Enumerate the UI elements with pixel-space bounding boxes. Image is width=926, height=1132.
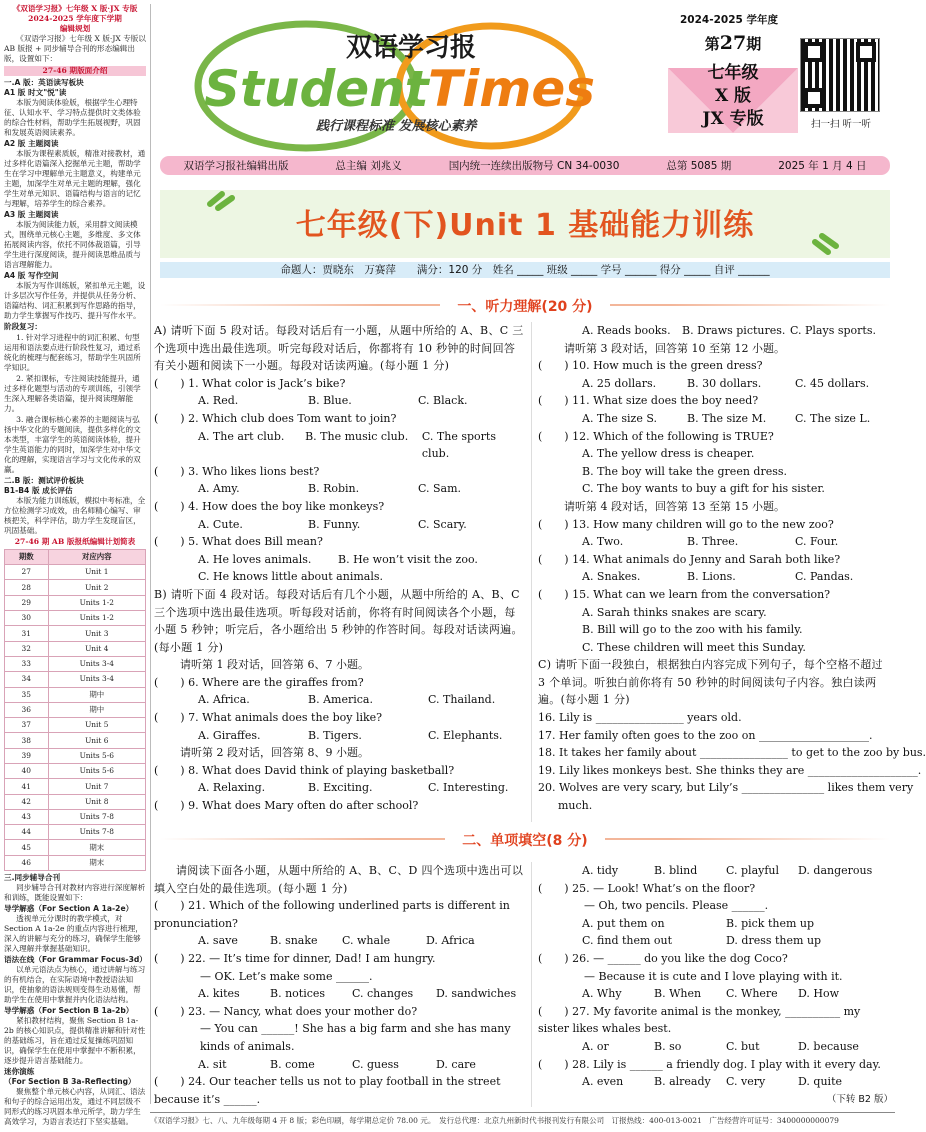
guide3-heading: 导学解惑（For Section B 1a-2b） [4,1006,134,1016]
single-choice-right-column [538,862,893,1108]
question-15-option-c [538,639,893,657]
option[interactable]: A. save [198,934,238,948]
plan-title: 编辑规划 [59,24,91,34]
option[interactable]: A. Giraffes. [198,728,261,742]
a2-text: 本版为课程素质版，精准对接教材，通过多样化语篇深入挖掘单元主题，帮助学生在学习中理解单元主题意义，构建单元主题，加深学生对单元主题的理解，强化学生对单元知识、语篇结构与语言的记忆与理解，培养学生的综合素养。 [4,149,146,209]
logo-svg [196,18,596,148]
qr-finder [856,42,876,62]
schedule-table [4,549,146,871]
table-row [5,611,146,626]
option[interactable]: B. Lions. [687,570,736,584]
cn-number: 国内统一连续出版物号 CN 34-0030 [448,160,620,172]
fill-17[interactable]: 17. Her family often goes to the zoo on ____________________. [538,728,873,742]
question-13-options [538,533,893,551]
option[interactable]: B. snake [270,934,318,948]
masthead-logo [196,18,596,148]
stage-text-1: 1. 针对学习进程中的词汇积累、句型运用和语法要点进行阶段性复习，通过系统化的梳理与配套练习，帮助学生巩固所学知识。 [4,332,141,372]
option[interactable]: B. notices [270,987,326,1001]
option[interactable]: C. Interesting. [428,781,509,795]
fill-19[interactable]: 19. Lily likes monkeys best. She thinks they are ____________________. [538,763,922,777]
table-cell: Units 7-8 [48,825,145,840]
guide1-text: 透视单元分课时的教学模式，对 Section A 1a-2e 的重点内容进行梳理，深入的讲解与充分的练习，确保学生能够深入理解并掌握基础知识。 [4,914,143,954]
question-28: ( ) 28. Lily is ______ a friendly dog. I play with it every day. [538,1057,881,1071]
option[interactable]: A. Relaxing. [198,781,266,795]
table-cell: Units 5-6 [48,763,145,778]
a3-heading: A3 版 主题阅读 [4,210,59,220]
section-single-choice-title: 二、单项填空(8 分) [445,830,605,850]
option[interactable]: C. Where [726,987,778,1001]
table-cell: 28 [5,580,49,595]
table-row [5,763,146,778]
table-header: 期数 [5,549,49,564]
footer-note: 《双语学习报》七、八、九年级每期 4 开 8 版；彩色印刷，每学期总定价 78.00 元。 发行总代理：北京九州新时代书报刊发行有限公司 订报热线：400-013-0021 广告经营许可证号：3400000000079 [150,1112,895,1128]
option[interactable]: B. Draws pictures. [682,324,786,337]
question-3-options [154,480,524,498]
table-cell: Unit 3 [48,626,145,641]
option[interactable]: C. Elephants. [428,728,503,742]
table-cell: 44 [5,825,49,840]
option[interactable]: D. How [798,987,840,1001]
question-15: ( ) 15. What can we learn from the conversation? [538,587,831,601]
option[interactable]: B. Three. [687,535,739,549]
option[interactable]: C. He knows little about animals. [198,570,383,584]
table-cell: 31 [5,626,49,641]
question-21: ( ) 21. Which of the following underlined parts is different in pronunciation? [154,899,510,930]
single-choice-instruction: 请阅读下面各小题，从题中所给的 A、B、C、D 四个选项中选出可以填入空白处的最佳选项。(每小题 1 分) [154,864,524,895]
table-cell: 期中 [48,687,145,702]
option[interactable]: D. care [436,1057,476,1071]
table-row [5,656,146,671]
option[interactable]: B. When [654,987,702,1001]
question-14: ( ) 14. What animals do Jenny and Sarah both like? [538,552,841,566]
table-cell: 40 [5,763,49,778]
edition-title: 《双语学习报》七年级 X 版·JX 专版 [12,4,138,13]
table-row [5,748,146,763]
table-cell: Units 1-2 [48,595,145,610]
table-cell: 46 [5,855,49,870]
option[interactable]: A. The yellow dress is cheaper. [582,447,755,461]
option[interactable]: A. The size S. [582,411,657,425]
question-9: ( ) 9. What does Mary often do after school? [154,799,419,813]
option[interactable]: D. sandwiches [436,987,517,1001]
table-cell: 30 [5,611,49,626]
option[interactable]: B. already [654,1075,711,1089]
banner-title: 七年级(下)Unit 1 基础能力训练 [295,208,755,243]
question-21-options [154,932,524,950]
table-header: 对应内容 [48,549,145,564]
grade-label: 七年级 [707,63,759,83]
version-label: X 版 [714,86,752,106]
table-cell: Units 3-4 [48,672,145,687]
issue-prefix: 第 [704,35,720,53]
table-cell: Unit 2 [48,580,145,595]
question-27: ( ) 27. My favorite animal is the monkey, __________ my sister likes whales best. [538,1004,861,1036]
student-info-bar: 命题人：贾晓东 万赛萍 满分：120 分 姓名 _____ 班级 _____ 学号 ______ 得分 _____ 自评 ______ [160,262,890,278]
table-cell: 期中 [48,702,145,717]
option[interactable]: B. America. [308,693,373,707]
table-cell: Units 5-6 [48,748,145,763]
question-9-options [538,322,893,340]
question-10-options [538,375,893,393]
option[interactable]: B. Bill will go to the zoo with his family. [582,623,803,637]
logo-times: Times [428,60,596,118]
option[interactable]: C. The sports club. [421,429,496,461]
table-cell: Unit 5 [48,718,145,733]
column-divider [150,4,151,1104]
table-cell: Units 3-4 [48,656,145,671]
question-24: ( ) 24. Our teacher tells us not to play football in the street because it’s ______. [154,1075,501,1106]
question-12: ( ) 12. Which of the following is TRUE? [538,429,774,443]
option[interactable]: C. Thailand. [428,693,496,707]
guide2-heading: 语法在线（For Grammar Focus-3d） [4,955,147,965]
dialogue-2-note: 请听第 2 段对话，回答第 8、9 小题。 [180,746,369,760]
table-row [5,641,146,656]
table-cell: 45 [5,840,49,855]
table-cell: Unit 4 [48,641,145,656]
table-row [5,702,146,717]
question-1: ( ) 1. What color is Jack’s bike? [154,376,346,390]
option[interactable]: C. Four. [795,535,839,549]
qr-finder [804,42,824,62]
fill-20[interactable]: 20. Wolves are very scary, but Lily’s _______________ likes them very [538,781,914,795]
question-4: ( ) 4. How does the boy like monkeys? [154,499,385,513]
a2-heading: A2 版 主题阅读 [4,139,59,149]
table-cell: Unit 1 [48,565,145,580]
question-25-options-row1 [538,915,893,933]
option[interactable]: D. Africa [426,934,475,948]
table-row [5,580,146,595]
option[interactable]: A. Two. [582,535,624,549]
question-22-options [154,985,524,1003]
table-cell: 33 [5,656,49,671]
question-8: ( ) 8. What does David think of playing basketball? [154,763,455,777]
a1-heading: A1 版 时文"悦"读 [4,88,67,98]
guide2-text: 以单元语法点为核心，通过讲解与练习的有机结合，在实际语境中教授语法知识，使抽象的语法规则变得生动易懂，帮助学生在使用中掌握并内化语法结构。 [4,965,146,1005]
a3-text: 本版为阅读能力版，采用群文阅读模式，围绕单元核心主题，多维度、多文体拓展阅读内容，依托不同体裁语篇，引导学生进行深度阅读，提升阅读思维品质与语言理解能力。 [4,220,141,270]
table-cell: 37 [5,718,49,733]
table-cell: 29 [5,595,49,610]
stage-text-2: 2. 紧扣课标，专注阅读技能提升，通过多样化题型与活动的专项训练，引领学生深入理解各类语篇，提升阅读理解能力。 [4,373,141,413]
option[interactable]: D. dress them up [726,934,822,948]
question-13: ( ) 13. How many children will go to the new zoo? [538,517,834,531]
guide4-heading: 迷你演练 [4,1067,35,1077]
option[interactable]: B. The boy will take the green dress. [582,464,788,478]
single-choice-left-column [154,862,524,1108]
option[interactable]: A. Amy. [198,482,240,496]
option[interactable]: A. kites [198,987,240,1001]
table-cell: Units 1-2 [48,611,145,626]
question-15-option-a [538,604,893,622]
table-cell: 32 [5,641,49,656]
table-cell: Unit 6 [48,733,145,748]
table-cell: 期末 [48,840,145,855]
question-12-option-b [538,463,893,481]
guide4-subheading: （For Section B 3a-Reflecting） [4,1077,136,1087]
question-6: ( ) 6. Where are the giraffes from? [154,675,364,689]
option[interactable]: B. come [270,1057,315,1071]
qr-caption: 扫一扫 听一听 [810,119,872,130]
sync-heading: 三.同步辅导合刊 [4,873,61,883]
question-3: ( ) 3. Who likes lions best? [154,464,320,478]
a4-heading: A4 版 写作空间 [4,271,59,281]
paper-name-cn: 双语学习报 [346,33,477,63]
part-b-instruction: B) 请听下面 4 段对话。每段对话后有几个小题，从题中所给的 A、B、C 三个选项中选出最佳选项。听每段对话前，你将有时间阅读各个小题，每小题 5 秒钟；听完后，各小题给出 5 秒钟的作答时间。每段对话读两遍。(每小题 1 分) [154,587,523,654]
plan-intro: 《双语学习报》七年级 X 版·JX 专版以 AB 版报 + 同步辅导合刊的形态编辑出版，设置如下： [4,34,146,64]
option[interactable]: D. dangerous [798,864,873,877]
table-cell: 36 [5,702,49,717]
issue-number [668,32,798,54]
question-23: ( ) 23. — Nancy, what does your mother do? [154,1004,418,1018]
option[interactable]: C. playful [726,864,780,877]
fill-16[interactable]: 16. Lily is ________________ years old. [538,711,742,725]
question-25: ( ) 25. — Look! What’s on the floor? [538,881,756,895]
table-cell: Units 7-8 [48,809,145,824]
part-a-instruction: A) 请听下面 5 段对话。每段对话后有一小题，从题中所给的 A、B、C 三个选项中选出最佳选项。听完每段对话后，你都将有 10 秒钟的时间回答有关小题和阅读下一小题。每段对话读两遍。(每小题 1 分) [154,324,524,373]
table-cell: 38 [5,733,49,748]
option[interactable]: B. The size M. [687,411,767,425]
question-5-option-c [154,568,524,586]
stage-heading: 阶段复习： [4,322,42,332]
option[interactable]: A. The art club. [198,429,285,443]
option[interactable]: A. Sarah thinks snakes are scary. [582,605,767,619]
b-text: 本版为能力训练版，模拟中考标准，全方位检测学习成效，由名师精心编写、审核把关，科学评估，助力学生发现盲区，巩固基础。 [4,495,146,535]
question-15-option-b [538,621,893,639]
question-8-options [154,779,524,797]
guide3-text: 紧扣教材结构，聚焦 Section B 1a-2b 的核心知识点，提供精准讲解和针对性的基础练习，旨在通过反复操练巩固知识，确保学生在使用中掌握中不断积累，逐步提升语言基础能力。 [4,1016,146,1066]
question-5: ( ) 5. What does Bill mean? [154,535,323,549]
table-cell: Unit 7 [48,779,145,794]
sidebar-plan [4,4,147,1127]
table-row [5,855,146,870]
table-cell: 期末 [48,855,145,870]
option[interactable]: C. very [726,1075,766,1089]
option[interactable]: A. 25 dollars. [582,376,657,390]
table-cell: 35 [5,687,49,702]
chief-editor: 总主编 刘兆义 [335,160,402,172]
option[interactable]: A. tidy [582,864,619,877]
option[interactable]: A. He loves animals. [198,552,312,566]
table-title: 27-46 期 AB 版报纸编辑计划简表 [14,536,136,546]
question-26: ( ) 26. — ______ do you like the dog Coco? [538,951,788,965]
option[interactable]: C. whale [342,934,391,948]
option[interactable]: B. Funny. [308,517,361,531]
question-7-options [154,727,524,745]
option[interactable]: D. quite [798,1075,842,1089]
question-25-line2: — Oh, two pencils. Please ______. [584,899,769,913]
part-c-instruction: C) 请听下面一段独白，根据独白内容完成下列句子，每个空格不超过 3 个单词。听独白前你将有 50 秒钟的时间阅读句子内容。独白读两遍。(每小题 1 分) [538,658,883,707]
option[interactable]: B. The music club. [305,429,409,443]
a-section-heading: 一.A 版：英语读写板块 [4,78,84,88]
question-27-options [538,1038,893,1056]
question-4-options [154,516,524,534]
option[interactable]: B. pick them up [726,916,815,930]
table-row [5,794,146,809]
question-25-options-row2 [538,932,893,950]
question-11: ( ) 11. What size does the boy need? [538,394,759,408]
option[interactable]: A. sit [198,1057,227,1071]
option[interactable]: A. Reads books. [582,324,671,337]
option[interactable]: B. Tigers. [308,728,362,742]
option[interactable]: C. The boy wants to buy a gift for his sister. [582,482,825,496]
a4-text: 本版为写作训练版，紧扣单元主题，设计多层次写作任务，并提供从任务分析、语篇结构、词汇积累到写作思路的指导，助力学生掌握写作技巧、提升写作水平。 [4,281,146,321]
logo-student: Student [204,60,429,118]
option[interactable]: C. Scary. [418,517,467,531]
option[interactable]: A. Cute. [198,517,243,531]
option[interactable]: B. blind [654,864,698,877]
option[interactable]: D. because [798,1039,859,1053]
question-12-option-c [538,480,893,498]
school-year: 2024-2025 学年度 [680,14,778,26]
option[interactable]: B. 30 dollars. [687,376,762,390]
option[interactable]: A. Why [582,987,622,1001]
dialogue-3-note: 请听第 3 段对话，回答第 10 至第 12 小题。 [564,341,785,355]
publication-info-bar [160,156,890,175]
table-cell: 41 [5,779,49,794]
option[interactable]: A. Red. [198,394,239,408]
qr-code[interactable] [800,38,880,112]
option[interactable]: C. changes [352,987,414,1001]
question-24-options [538,862,893,880]
publish-date: 2025 年 1 月 4 日 [778,160,867,172]
special-label: JX 专版 [702,109,764,129]
option[interactable]: C. but [726,1039,760,1053]
column-divider [531,322,532,822]
table-cell: 42 [5,794,49,809]
table-row [5,672,146,687]
b-heading: B1-B4 版 成长评估 [4,485,73,495]
slogan: 践行课程标准 发展核心素养 [316,119,477,134]
qr-finder [804,88,824,108]
question-1-options [154,392,524,410]
option[interactable]: B. Robin. [308,482,360,496]
question-6-options [154,691,524,709]
guide1-heading: 导学解惑（For Section A 1a-2e） [4,904,134,914]
continued-note: （下转 B2 版） [826,1093,893,1105]
table-cell: 34 [5,672,49,687]
question-5-options [154,551,524,569]
question-22-line2: — OK. Let’s make some ______. [200,969,373,983]
stage-text-3: 3. 融合课标核心素养的主题阅读与弘扬中华文化的专题阅读，提供多样化的文本类型，丰富学生的英语阅读体验，提升学生英语能力的同时，加深学生对中华文化的理解，实现语言学习与文化传承的双赢。 [4,414,141,474]
option[interactable]: C. Sam. [418,482,462,496]
question-26-options [538,985,893,1003]
table-cell: Unit 8 [48,794,145,809]
table-row [5,565,146,580]
option[interactable]: C. find them out [582,934,673,948]
question-26-line2: — Because it is cute and I love playing with it. [584,969,843,983]
table-row [5,809,146,824]
question-10: ( ) 10. How much is the green dress? [538,359,763,373]
question-2-options [154,428,524,463]
option[interactable]: B. Blue. [308,394,352,408]
issue-suffix: 期 [746,35,762,53]
option[interactable]: C. The size L. [795,411,871,425]
table-row [5,718,146,733]
publisher: 双语学习报社编辑出版 [183,160,289,172]
a1-text: 本版为阅读体验版，根据学生心理特征、认知水平、学习特点提供时文类体验的综合性材料，帮助学生拓展视野，巩固和发展英语阅读素养。 [4,98,141,138]
column-divider [531,862,532,1107]
sync-text: 同步辅导合刊对教材内容进行深度解析和训练，既能设置如下： [4,883,146,903]
issue-no: 27 [719,32,747,54]
dialogue-1-note: 请听第 1 段对话，回答第 6、7 小题。 [180,658,369,672]
option[interactable]: B. Exciting. [308,781,373,795]
unit-banner [160,190,890,258]
issues-bar: 27-46 期版面介绍 [4,66,146,76]
table-row [5,825,146,840]
option[interactable]: A. Snakes. [582,570,641,584]
b-section-heading: 二.B 版：测试评价板块 [4,475,84,485]
table-cell: 27 [5,565,49,580]
option[interactable]: C. Black. [418,394,468,408]
term-title: 2024-2025 学年度下学期 [28,14,122,24]
option[interactable]: A. put them on [582,916,665,930]
option[interactable]: C. 45 dollars. [795,376,870,390]
question-12-option-a [538,445,893,463]
option[interactable]: C. Pandas. [795,570,854,584]
question-22: ( ) 22. — It’s time for dinner, Dad! I am hungry. [154,951,436,965]
table-row [5,595,146,610]
option[interactable]: C. guess [352,1057,399,1071]
option[interactable]: A. Africa. [198,693,250,707]
question-11-options [538,410,893,428]
fill-18[interactable]: 18. It takes her family about ________________ to get to the zoo by bus. [538,746,926,760]
listening-right-column [538,322,926,815]
question-28-options [538,1073,893,1091]
option[interactable]: C. Plays sports. [790,324,876,337]
table-cell: 39 [5,748,49,763]
dialogue-4-note: 请听第 4 段对话，回答第 13 至第 15 小题。 [564,499,785,513]
table-cell: 43 [5,809,49,824]
question-23-line2: — You can ______! She has a big farm and she has many kinds of animals. [200,1022,511,1053]
table-row [5,779,146,794]
guide4-text: 聚焦整个单元核心内容，从词汇、语法和句子的综合运用出发，通过不同层级不同形式的练习巩固本单元所学，助力学生高效学习，为语言表达打下坚实基础。 [4,1087,146,1127]
option[interactable]: B. so [654,1039,682,1053]
option[interactable]: A. or [582,1039,609,1053]
question-14-options [538,568,893,586]
total-issue: 总第 5085 期 [666,160,732,172]
table-row [5,626,146,641]
option[interactable]: B. He won’t visit the zoo. [338,552,478,566]
listening-left-column [154,322,524,815]
option[interactable]: C. These children will meet this Sunday. [582,640,806,654]
table-row [5,733,146,748]
question-7: ( ) 7. What animals does the boy like? [154,711,383,725]
question-2: ( ) 2. Which club does Tom want to join? [154,411,397,425]
fill-20-end: much. [558,799,593,813]
table-row [5,840,146,855]
table-row [5,687,146,702]
grade-badge [668,28,798,133]
option[interactable]: A. even [582,1075,624,1089]
question-23-options [154,1056,524,1074]
section-listening-title: 一、听力理解(20 分) [440,296,610,316]
